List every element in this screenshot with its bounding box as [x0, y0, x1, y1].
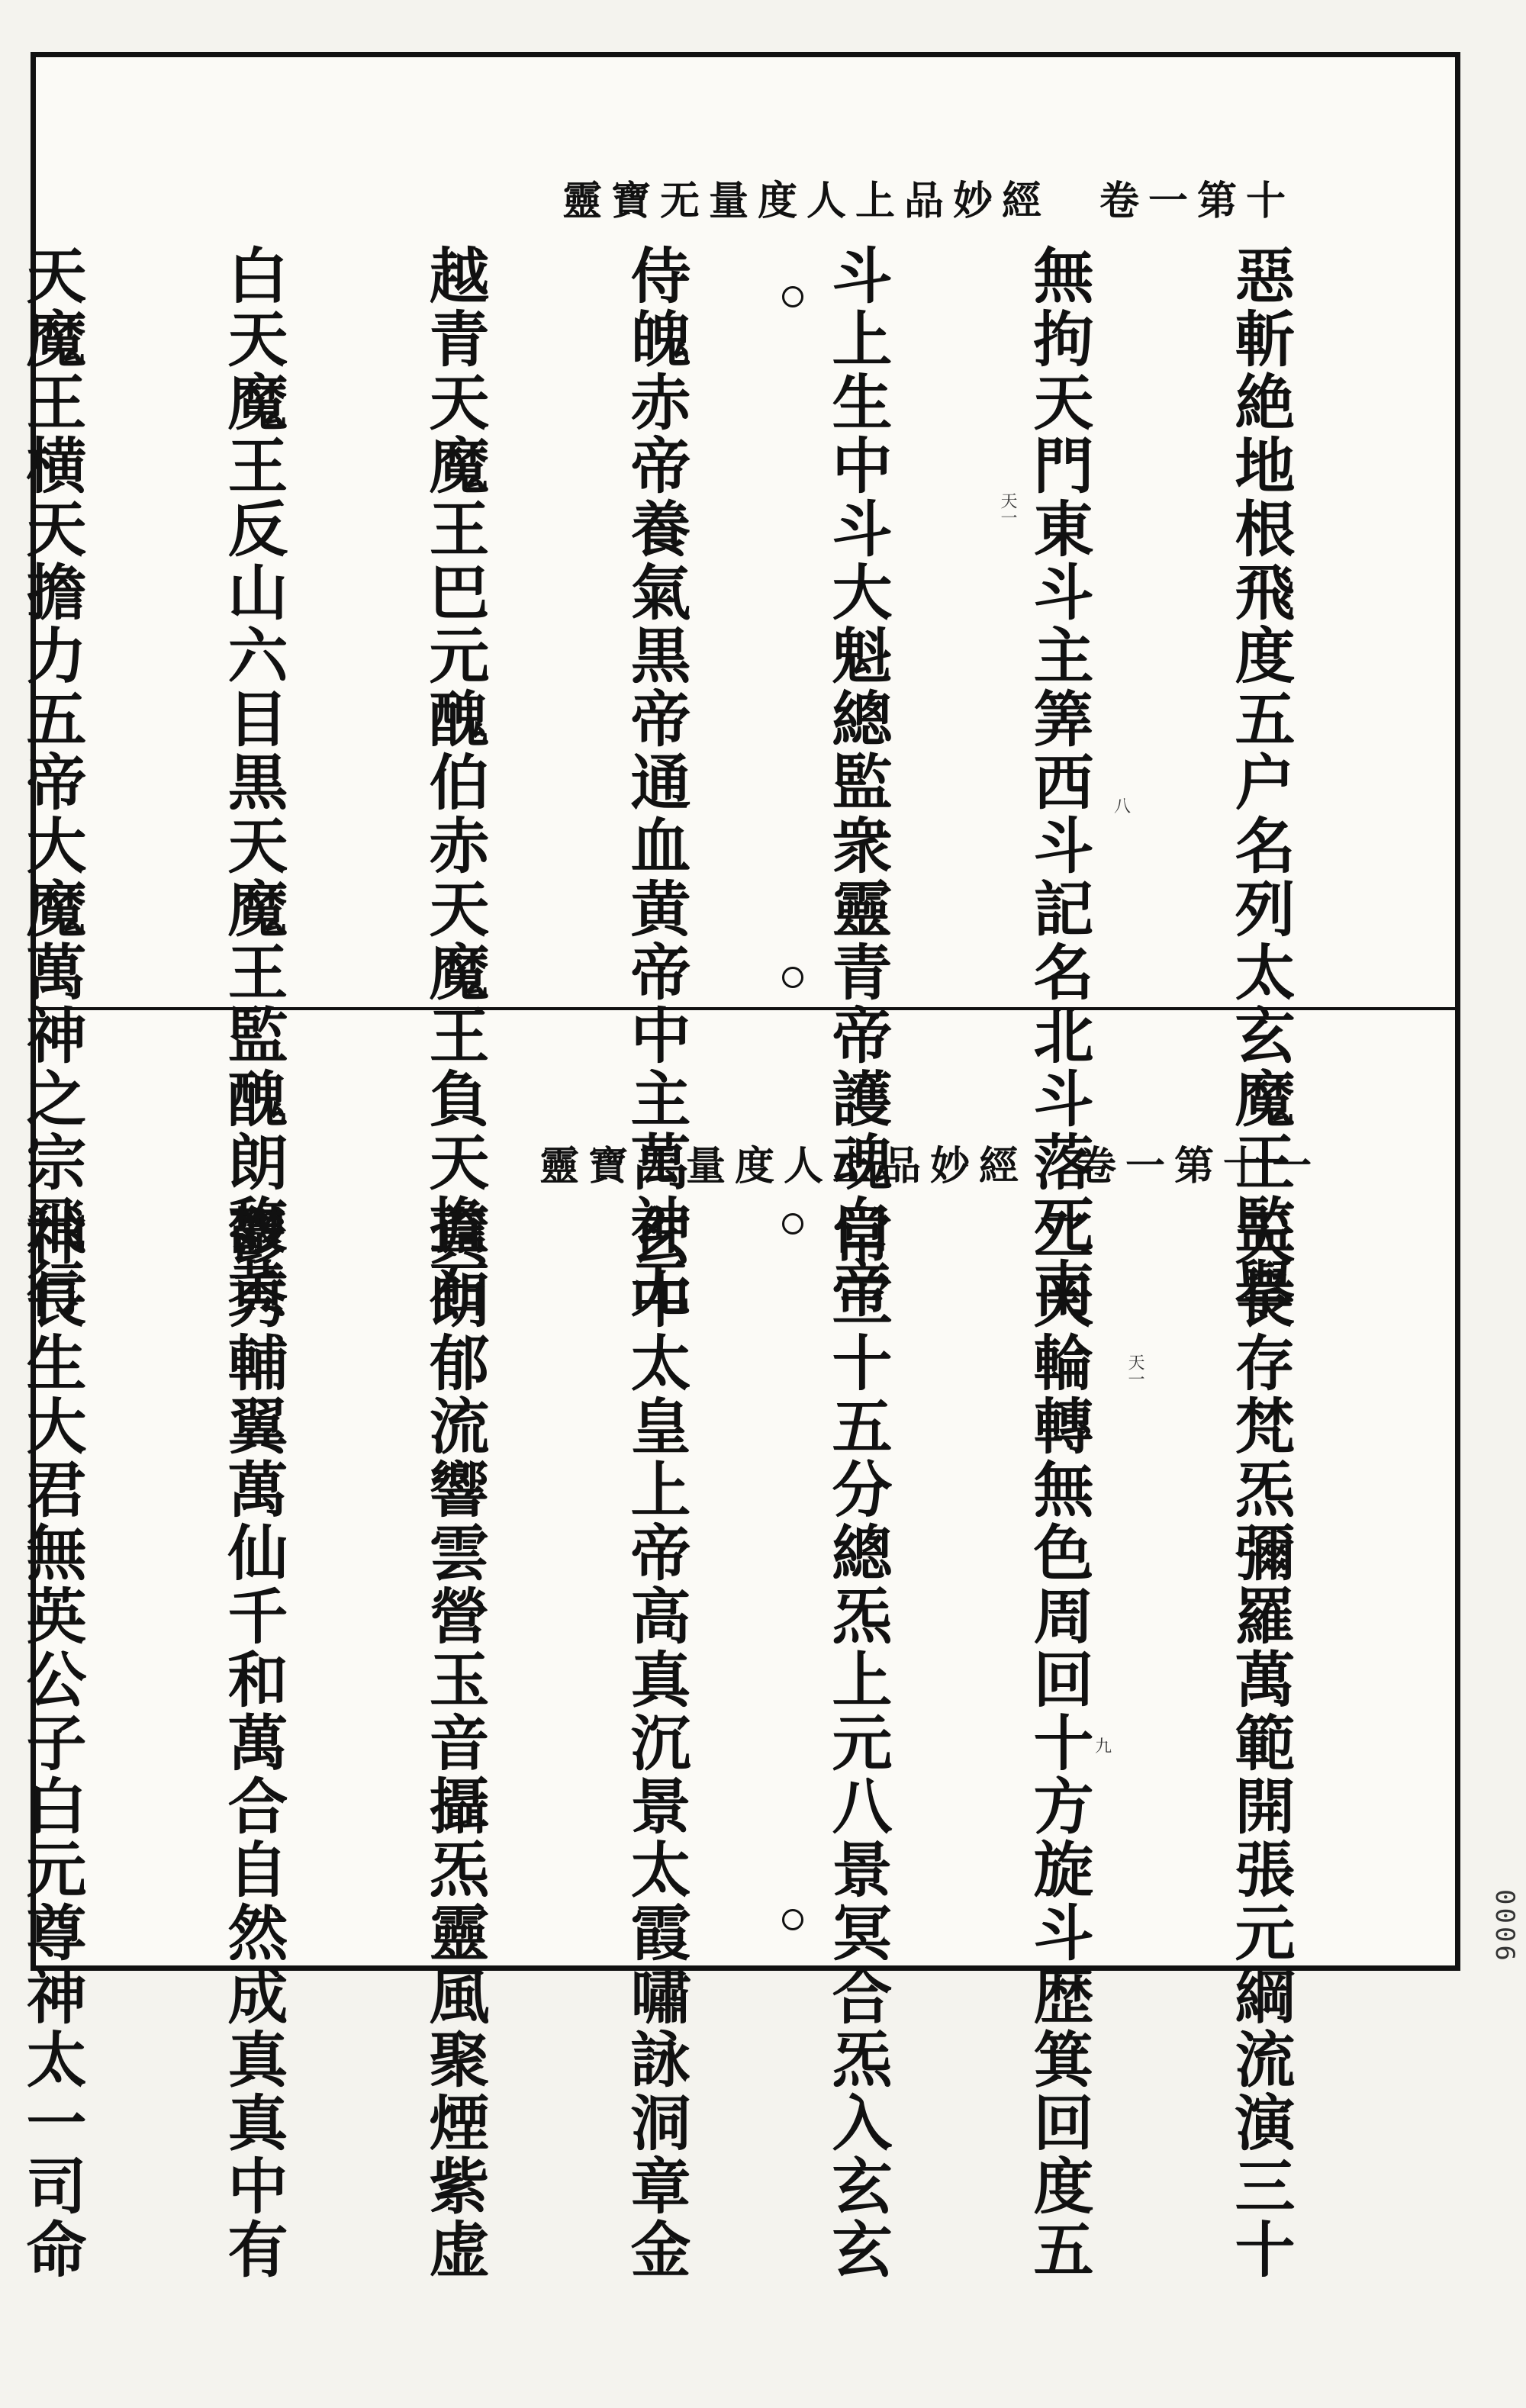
text-column: 玄中太皇上帝高真沉景太霞嘯詠洞章金 — [620, 1205, 691, 2281]
lower-page-text — [0, 1205, 1428, 2281]
punctuation-circle — [782, 967, 803, 988]
margin-note: 天一 — [998, 492, 1017, 526]
page-frame — [16, 52, 1460, 2281]
lower-page — [16, 1007, 1455, 2281]
margin-note: 八 — [1114, 797, 1132, 816]
text-column: 常三十五分總炁上元八景冥合炁入玄玄 — [822, 1205, 893, 2281]
text-column: 侍魄赤帝養氣黒帝通血黄帝中主萬神无 — [620, 244, 691, 1321]
text-column: 白天魔王反山六目黒天魔王監醜朗馥黄 — [217, 244, 288, 1321]
text-column: 鬱秀輔翼萬仙千和萬合自然成真真中有 — [217, 1205, 288, 2281]
text-column: 真朗郁流響雲營玉音攝炁靈風聚煙紫虚 — [419, 1205, 490, 2281]
upper-page-header: 靈寶无量度人上品妙經 卷一第十 — [562, 178, 1296, 224]
text-column: 惡斬絶地根飛度五户名列太玄魔王監擧 — [1225, 244, 1296, 1321]
punctuation-circle — [782, 1213, 803, 1235]
page-number: 0006 — [1489, 1889, 1520, 1964]
punctuation-circle — [782, 286, 803, 307]
text-column: 二天輪轉無色周回十方旋斗歴箕回度五 — [1023, 1205, 1094, 2281]
text-column: 天長存梵炁彌羅萬範開張元綱流演三十 — [1225, 1205, 1296, 2281]
text-column: 天魔王横天擔力五帝大魔萬神之宗飛行 — [16, 244, 87, 1321]
margin-note: 天一 — [1125, 1354, 1144, 1387]
punctuation-circle — [782, 1909, 803, 1930]
text-column: 神長生大君無英公子白元尊神太一司命 — [16, 1205, 87, 2281]
lower-page-header: 靈寶无量度人上品妙經 卷一第十一 — [539, 1143, 1322, 1190]
text-column: 斗上生中斗大魁總監衆靈青帝護魂白帝 — [822, 244, 893, 1321]
margin-note: 九 — [1095, 1737, 1112, 1756]
text-column: 無拘天門東斗主筭西斗記名北斗落死南 — [1023, 244, 1094, 1321]
text-column: 越青天魔王巴元醜伯赤天魔王負天擔石 — [419, 244, 490, 1321]
